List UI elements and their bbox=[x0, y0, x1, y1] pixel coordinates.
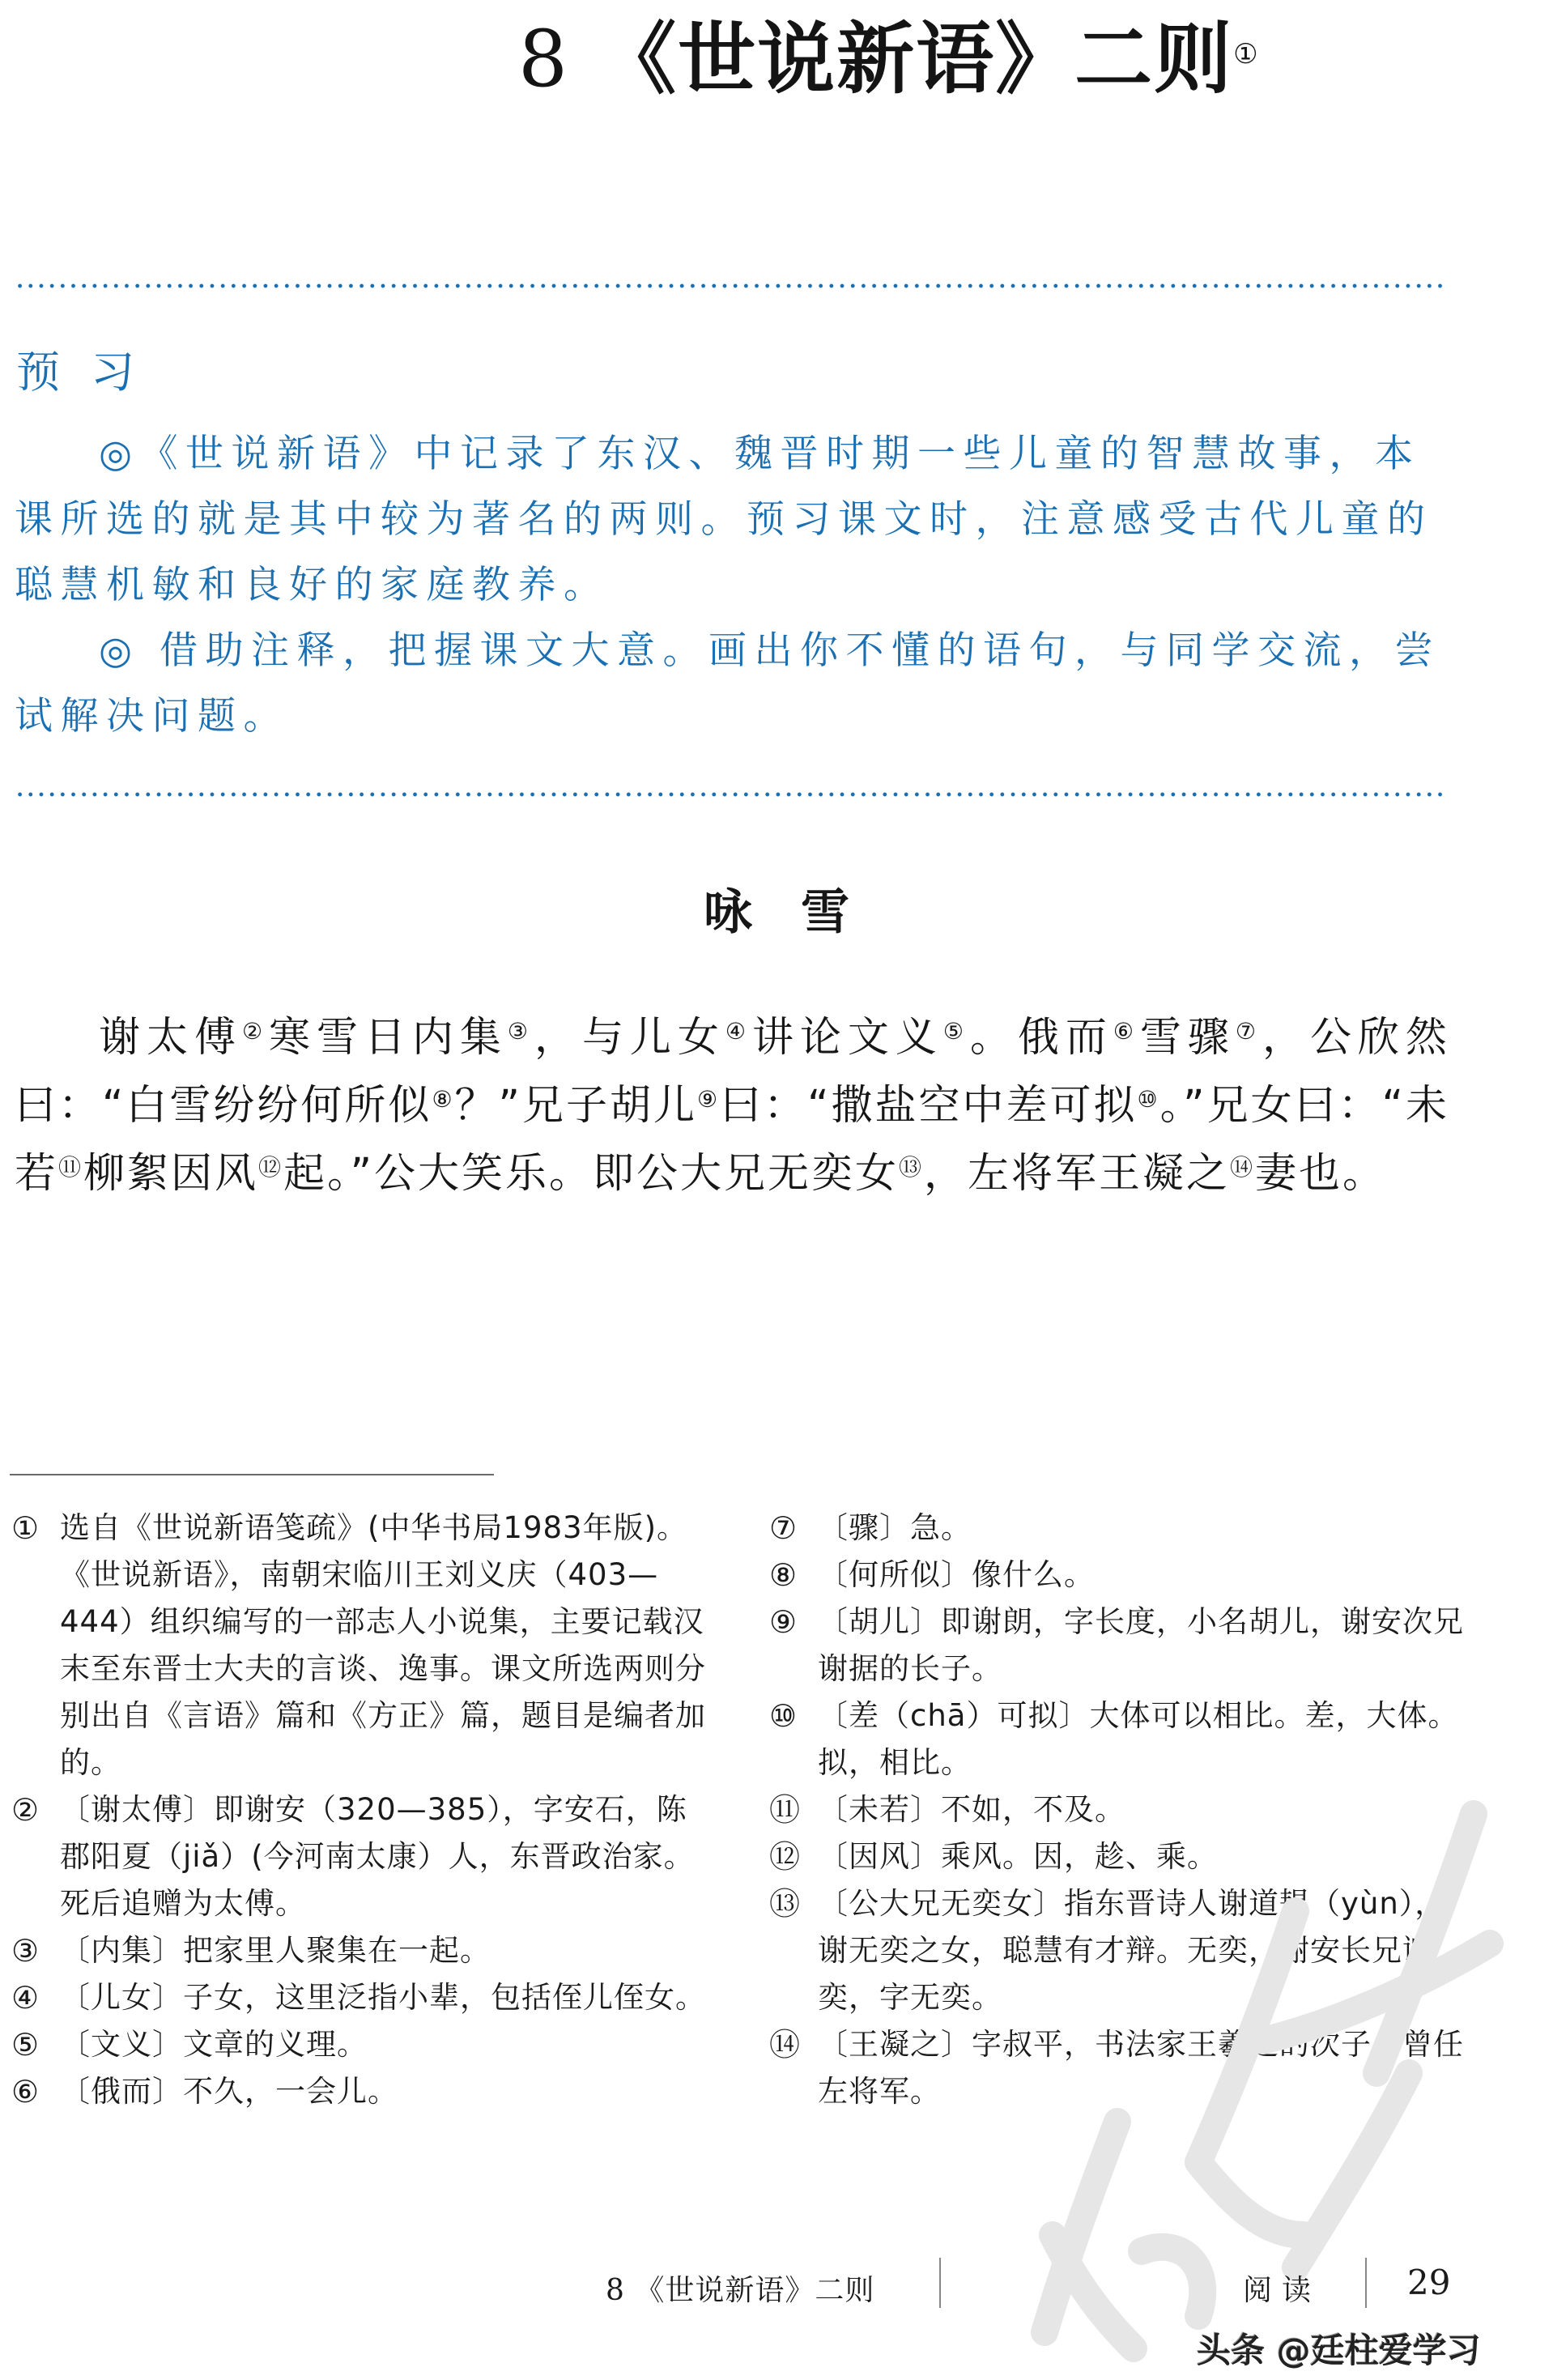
footnote-text: 〔儿女〕子女，这里泛指小辈，包括侄儿侄女。 bbox=[60, 1980, 706, 2015]
footnote-mark[interactable]: ② bbox=[241, 1018, 270, 1045]
footnote-text: 〔王凝之〕字叔平，书法家王羲之的次子，曾任左将军。 bbox=[818, 2027, 1464, 2109]
page-footer bbox=[0, 2258, 1553, 2323]
footnote-number: ⑩ bbox=[769, 1698, 798, 1734]
footnote-item bbox=[769, 1552, 1466, 1599]
text-segment: ？”兄子胡儿 bbox=[454, 1082, 697, 1130]
lesson-title bbox=[518, 13, 1260, 104]
footnote-mark[interactable]: ⑨ bbox=[696, 1086, 721, 1113]
footnote-mark[interactable]: ⑫ bbox=[258, 1154, 284, 1181]
footnote-item bbox=[11, 1974, 708, 2021]
footnote-text: 〔差（chā）可拟〕大体可以相比。差，大体。拟，相比。 bbox=[818, 1698, 1459, 1780]
footnote-number: ⑪ bbox=[769, 1792, 802, 1828]
text-segment: 妻也。 bbox=[1255, 1150, 1387, 1198]
footnote-mark[interactable]: ⑧ bbox=[432, 1086, 455, 1113]
preview-paragraph: ◎《世说新语》中记录了东汉、魏晋时期一些儿童的智慧故事，本课所选的就是其中较为著名的两则。预习课文时，注意感受古代儿童的聪慧机敏和良好的家庭教养。 bbox=[15, 432, 1433, 607]
dotted-divider-bottom bbox=[15, 792, 1448, 797]
footnote-item bbox=[11, 1927, 708, 1974]
title-footnote-mark[interactable]: ① bbox=[1233, 38, 1260, 70]
text-segment: 雪骤 bbox=[1139, 1014, 1236, 1062]
footnote-mark[interactable]: ⑤ bbox=[942, 1018, 970, 1045]
footnote-number: ① bbox=[11, 1510, 40, 1546]
footnote-mark[interactable]: ⑬ bbox=[899, 1154, 925, 1181]
footnotes-left-column bbox=[11, 1505, 708, 2115]
text-segment: 谢太傅 bbox=[99, 1014, 242, 1062]
footnote-item bbox=[769, 1833, 1466, 1880]
footnote-item bbox=[769, 1599, 1466, 1692]
footnote-mark[interactable]: ⑦ bbox=[1235, 1018, 1262, 1045]
lesson-title-text: 《世说新语》二则 bbox=[598, 13, 1234, 104]
footer-section: 阅读 bbox=[1243, 2274, 1321, 2307]
footnote-item bbox=[11, 1505, 708, 1786]
text-segment: 起。”公大笑乐。即公大兄无奕女 bbox=[283, 1150, 899, 1198]
footnote-mark[interactable]: ⑩ bbox=[1137, 1086, 1160, 1113]
footnote-mark[interactable]: ⑭ bbox=[1230, 1154, 1256, 1181]
footnote-number: ③ bbox=[11, 1933, 40, 1969]
footnote-text: 〔俄而〕不久，一会儿。 bbox=[60, 2074, 398, 2109]
source-watermark-tag: 头条 @廷柱爱学习 bbox=[1197, 2331, 1481, 2370]
preview-body bbox=[15, 421, 1449, 749]
footnote-text: 选自《世说新语笺疏》(中华书局1983年版)。《世说新语》，南朝宋临川王刘义庆（403—444）组织编写的一部志人小说集，主要记载汉末至东晋士大夫的言谈、逸事。课文所选两则分别出自《言语》篇和《方正》篇，题目是编者加的。 bbox=[60, 1510, 706, 1780]
footnote-text: 〔公大兄无奕女〕指东晋诗人谢道韫（yùn），谢无奕之女，聪慧有才辩。无奕，谢安长兄谢奕，字无奕。 bbox=[818, 1886, 1446, 2015]
footnote-item bbox=[11, 2021, 708, 2068]
footnote-item bbox=[769, 1505, 1466, 1552]
footnote-number: ⑧ bbox=[769, 1557, 798, 1593]
page-number: 29 bbox=[1407, 2263, 1451, 2302]
footnote-number: ⑤ bbox=[11, 2027, 40, 2063]
footnote-text: 〔未若〕不如，不及。 bbox=[818, 1792, 1125, 1827]
footnotes-right-column bbox=[769, 1505, 1466, 2115]
text-segment: ，与儿女 bbox=[534, 1014, 725, 1062]
footnote-mark[interactable]: ④ bbox=[725, 1018, 752, 1045]
text-segment: 讲论文义 bbox=[751, 1014, 943, 1062]
footnote-text: 〔何所似〕像什么。 bbox=[818, 1557, 1095, 1592]
footnote-rule bbox=[10, 1474, 494, 1475]
footnote-item bbox=[11, 2068, 708, 2115]
text-segment: ，公欣然曰：“白雪纷纷何所似 bbox=[15, 1014, 1449, 1130]
preview-paragraph: ◎ 借助注释，把握课文大意。画出你不懂的语句，与同学交流，尝试解决问题。 bbox=[15, 628, 1440, 739]
footer-chapter: 8 《世说新语》二则 bbox=[606, 2274, 875, 2307]
footnote-number: ⑫ bbox=[769, 1839, 802, 1875]
footnote-number: ② bbox=[11, 1792, 40, 1828]
footnote-text: 〔胡儿〕即谢朗，字长度，小名胡儿，谢安次兄谢据的长子。 bbox=[818, 1604, 1464, 1686]
text-segment: 曰：“撒盐空中差可拟 bbox=[720, 1082, 1138, 1130]
footnote-number: ④ bbox=[11, 1980, 40, 2016]
text-body bbox=[15, 1004, 1449, 1208]
footnote-number: ⑭ bbox=[769, 2027, 802, 2063]
footnote-mark[interactable]: ⑪ bbox=[58, 1154, 84, 1181]
footnote-item bbox=[769, 1880, 1466, 2021]
text-segment: ，左将军王凝之 bbox=[924, 1150, 1231, 1198]
footnote-item bbox=[11, 1786, 708, 1927]
text-paragraph bbox=[15, 1004, 1449, 1208]
text-segment: 寒雪日内集 bbox=[269, 1014, 508, 1062]
footnote-number: ⑦ bbox=[769, 1510, 798, 1546]
footnote-item bbox=[769, 1786, 1466, 1833]
preview-heading: 预习 bbox=[16, 347, 165, 398]
text-segment: 柳絮因风 bbox=[83, 1150, 259, 1198]
footnote-text: 〔文义〕文章的义理。 bbox=[60, 2027, 368, 2062]
footnote-number: ⑬ bbox=[769, 1886, 802, 1922]
footnote-text: 〔因风〕乘风。因，趁、乘。 bbox=[818, 1839, 1218, 1874]
footnote-number: ⑨ bbox=[769, 1604, 798, 1640]
dotted-divider-top bbox=[15, 283, 1448, 288]
text-segment: 。”兄女曰：“未若 bbox=[15, 1082, 1449, 1198]
footnote-text: 〔骤〕急。 bbox=[818, 1510, 972, 1545]
footnote-item bbox=[769, 2021, 1466, 2115]
lesson-number: 8 bbox=[518, 14, 570, 104]
footer-separator bbox=[1365, 2258, 1367, 2308]
footnote-item bbox=[769, 1692, 1466, 1786]
footnote-mark[interactable]: ③ bbox=[507, 1018, 534, 1045]
text-segment: 。俄而 bbox=[969, 1014, 1113, 1062]
text-title: 咏雪 bbox=[704, 884, 898, 941]
footnote-text: 〔谢太傅〕即谢安（320—385），字安石，陈郡阳夏（jiǎ）(今河南太康）人，东晋政治家。死后追赠为太傅。 bbox=[60, 1792, 695, 1921]
footnote-text: 〔内集〕把家里人聚集在一起。 bbox=[60, 1933, 491, 1968]
footnote-number: ⑥ bbox=[11, 2074, 40, 2110]
footnote-mark[interactable]: ⑥ bbox=[1113, 1018, 1140, 1045]
footer-separator bbox=[939, 2258, 941, 2308]
